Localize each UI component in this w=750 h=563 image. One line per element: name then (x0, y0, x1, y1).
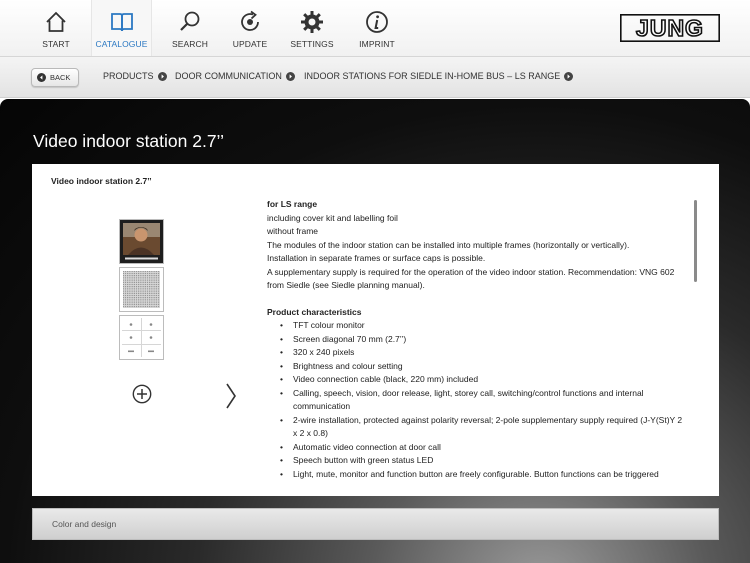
info-icon (364, 9, 390, 35)
intro-line: including cover kit and labelling foil (267, 212, 398, 223)
speaker-module-image (119, 267, 164, 312)
characteristic-item: • 2-wire installation, protected against polarity reversal; 2-pole supplementary supply required (J-Y(St)Y 2 x 2 x 0.8) (293, 414, 687, 441)
intro-line: The modules of the indoor station can be installed into multiple frames (horizontally or vertically). (267, 239, 630, 250)
back-arrow-icon (37, 73, 46, 82)
intro-line: A supplementary supply is required for the operation of the video indoor station. Recommendation: VNG 602 from Siedle (see Siedle planning manual). (267, 266, 675, 290)
breadcrumb-products-label: PRODUCTS (103, 71, 154, 81)
page-title: Video indoor station 2.7’’ (33, 131, 225, 151)
nav-catalogue[interactable] (91, 0, 152, 56)
home-icon (43, 9, 69, 35)
nav-update-label: UPDATE (232, 39, 268, 49)
characteristic-item: • TFT colour monitor (293, 319, 687, 333)
main-content (0, 99, 750, 563)
characteristic-item: • Brightness and colour setting (293, 360, 687, 374)
intro-title: for LS range (267, 199, 318, 209)
nav-catalogue-label: CATALOGUE (95, 39, 148, 49)
color-and-design-label: Color and design (52, 519, 117, 529)
product-image-stack[interactable] (119, 219, 164, 363)
search-icon (177, 9, 203, 35)
breadcrumb-indoor-stations-label: INDOOR STATIONS FOR SIEDLE IN-HOME BUS – LS RANGE (304, 71, 561, 81)
jung-logo (620, 14, 720, 42)
characteristic-item: • Calling, speech, vision, door release, light, storey call, switching/control functions and internal communication (293, 387, 687, 414)
product-description (267, 198, 687, 481)
nav-search-label: SEARCH (171, 39, 209, 49)
nav-imprint[interactable] (356, 0, 398, 56)
characteristic-item: • Light, mute, monitor and function button are freely configurable. Button functions can be triggered (293, 468, 687, 482)
breadcrumb-indoor-stations[interactable] (304, 71, 573, 81)
chevron-right-icon (158, 72, 167, 81)
characteristics-list (267, 319, 687, 481)
breadcrumb-products[interactable] (103, 71, 167, 81)
speaker-grille-graphic (120, 268, 163, 311)
nav-imprint-label: IMPRINT (359, 39, 395, 49)
zoom-in-icon[interactable] (132, 384, 152, 404)
nav-settings[interactable] (288, 0, 336, 56)
refresh-icon (237, 9, 263, 35)
button-panel-graphic (120, 316, 163, 359)
panel-title: Video indoor station 2.7’’ (51, 176, 152, 186)
button-module-image (119, 315, 164, 360)
back-button-label: BACK (50, 73, 71, 82)
back-button[interactable] (31, 68, 79, 87)
nav-settings-label: SETTINGS (290, 39, 334, 49)
nav-update[interactable] (228, 0, 272, 56)
chevron-right-icon (564, 72, 573, 81)
nav-search[interactable] (168, 0, 212, 56)
top-toolbar (0, 0, 750, 57)
nav-start[interactable] (35, 0, 77, 56)
monitor-screen-graphic (120, 220, 163, 263)
intro-line: Installation in separate frames or surface caps is possible. (267, 253, 486, 263)
breadcrumb-door-communication[interactable] (175, 71, 295, 81)
monitor-module-image (119, 219, 164, 264)
chevron-right-icon (286, 72, 295, 81)
nav-start-label: START (42, 39, 70, 49)
breadcrumb-bar (0, 57, 750, 98)
intro-line: without frame (267, 226, 319, 236)
characteristic-item: • Screen diagonal 70 mm (2.7’’) (293, 333, 687, 347)
book-icon (109, 9, 135, 35)
breadcrumb-door-communication-label: DOOR COMMUNICATION (175, 71, 282, 81)
description-scrollbar[interactable] (694, 200, 697, 282)
characteristic-item: • 320 x 240 pixels (293, 346, 687, 360)
product-panel (32, 164, 719, 496)
characteristics-title: Product characteristics (267, 306, 362, 317)
logo-text: JUNG (636, 15, 704, 41)
gear-icon (299, 9, 325, 35)
characteristic-item: • Automatic video connection at door call (293, 441, 687, 455)
next-image-chevron-icon[interactable] (224, 382, 238, 410)
characteristic-item: • Video connection cable (black, 220 mm) included (293, 373, 687, 387)
color-and-design-section[interactable] (32, 508, 719, 540)
characteristic-item: • Speech button with green status LED (293, 454, 687, 468)
